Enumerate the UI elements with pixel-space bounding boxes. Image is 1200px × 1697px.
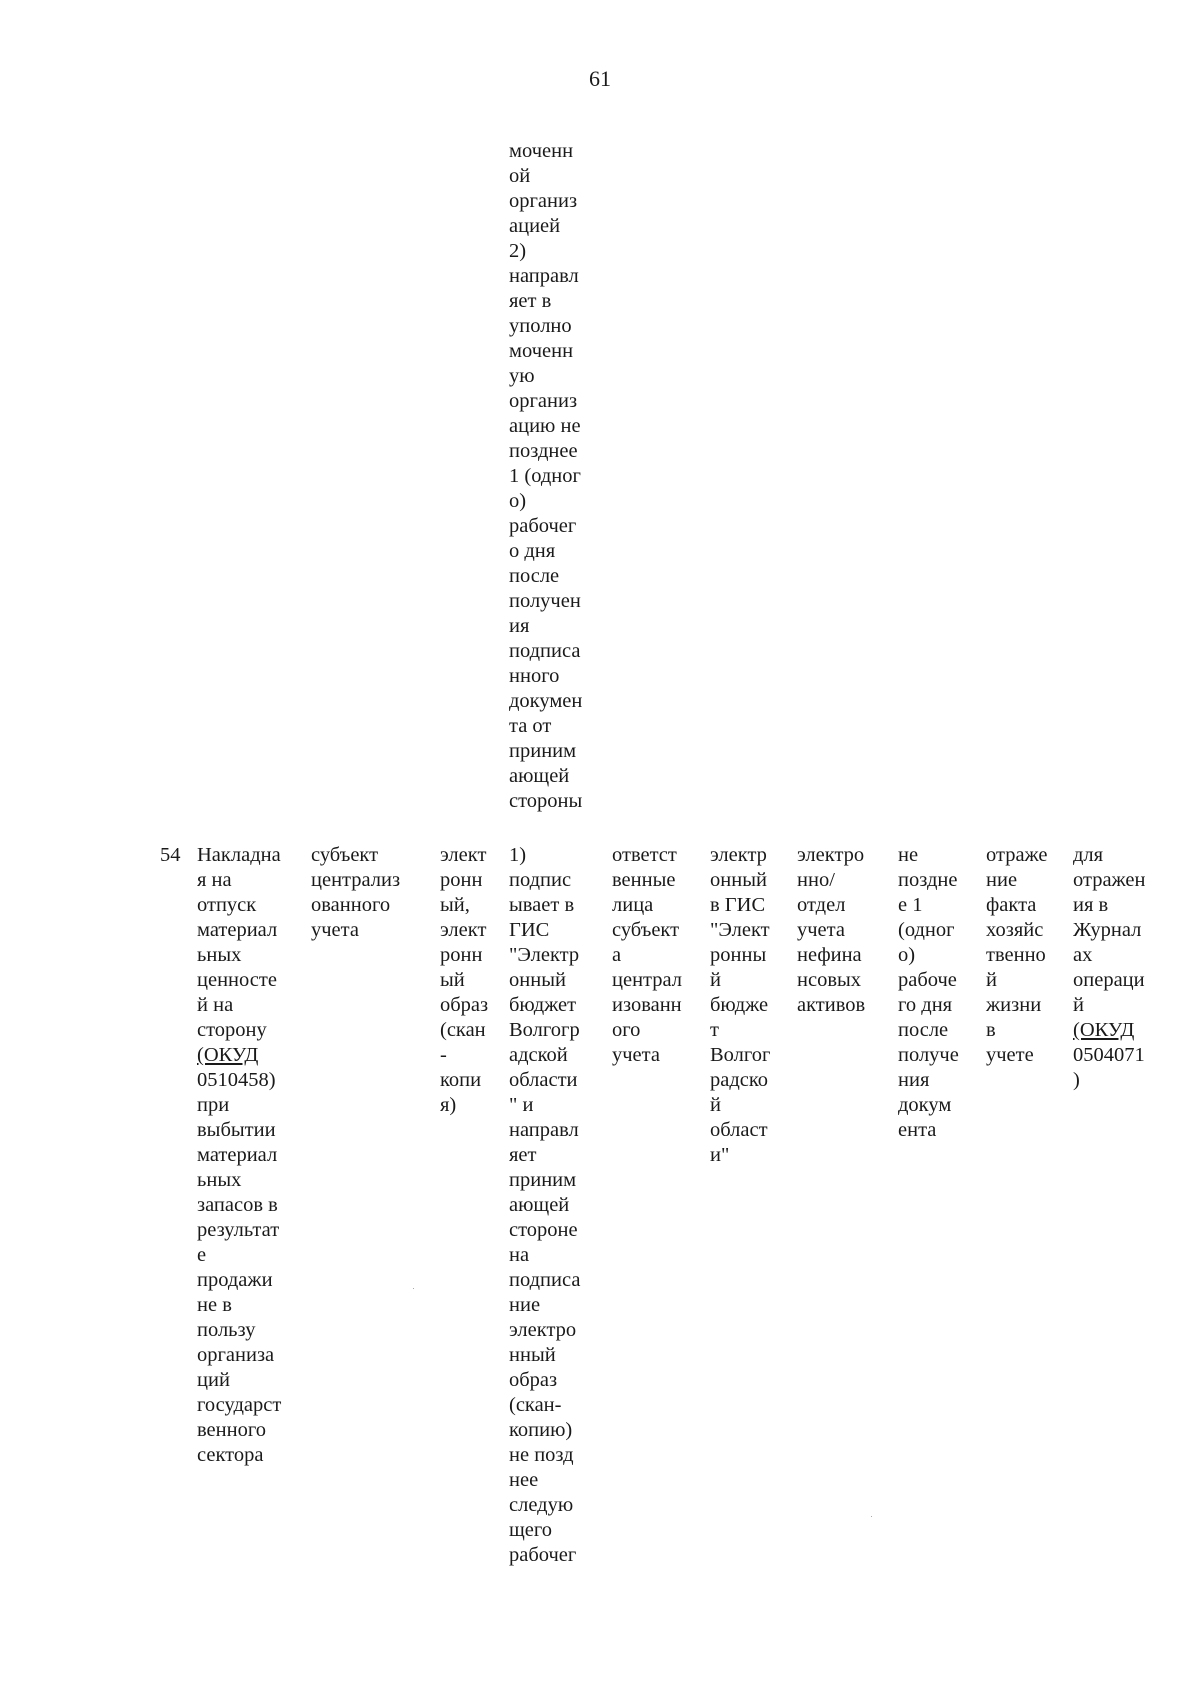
document-name-continuation: 0510458) при выбытии материал ьных запасов в результат е продажи не в пользу организа ций государст венного сектора bbox=[197, 1069, 282, 1466]
okud-link-0504071[interactable]: (ОКУД bbox=[1073, 1019, 1135, 1041]
unit-cell: электро нно/ отдел учета нефина нсовых активов bbox=[797, 844, 866, 1016]
purpose-continuation: 0504071 ) bbox=[1073, 1044, 1145, 1091]
document-name-text: Накладна я на отпуск материал ьных ценносте й на сторону bbox=[197, 844, 281, 1041]
document-name-cell bbox=[197, 843, 281, 1468]
row-number: 54 bbox=[160, 844, 181, 866]
subject-cell: субъект централиз ованного учета bbox=[311, 844, 401, 941]
scan-speck bbox=[413, 1288, 414, 1289]
okud-link-0510458[interactable]: (ОКУД bbox=[197, 1044, 259, 1066]
action-cell: 1) подпис ывает в ГИС "Электр онный бюджет Волгогр адской области " и направл яет приним ающей стороне на подписа ние электро нный образ (скан- копию) не позд нее следую щего рабочег bbox=[509, 844, 581, 1566]
purpose-text: для отражен ия в Журнал ах операци й bbox=[1073, 844, 1146, 1016]
purpose-cell bbox=[1073, 843, 1146, 1093]
location-cell: электр онный в ГИС "Элект ронны й бюдже т Волгог радско й област и" bbox=[710, 844, 771, 1166]
responsible-cell: ответст венные лица субъект а централ изованн ого учета bbox=[612, 844, 683, 1066]
scan-speck bbox=[871, 1516, 872, 1517]
reflection-cell: отраже ние факта хозяйс твенно й жизни в учете bbox=[986, 844, 1048, 1066]
deadline-cell: не поздне е 1 (одног о) рабоче го дня после получе ния докум ента bbox=[898, 844, 959, 1141]
page-number: 61 bbox=[589, 66, 611, 91]
document-form-cell: элект ронн ый, элект ронн ый образ (скан - копи я) bbox=[440, 844, 489, 1116]
action-cell-continued: моченн ой организ ацией 2) направл яет в уполно моченн ую организ ацию не позднее 1 (одног о) рабочег о дня после получен ия подписа нного докумен та от приним ающей стороны bbox=[509, 140, 583, 812]
